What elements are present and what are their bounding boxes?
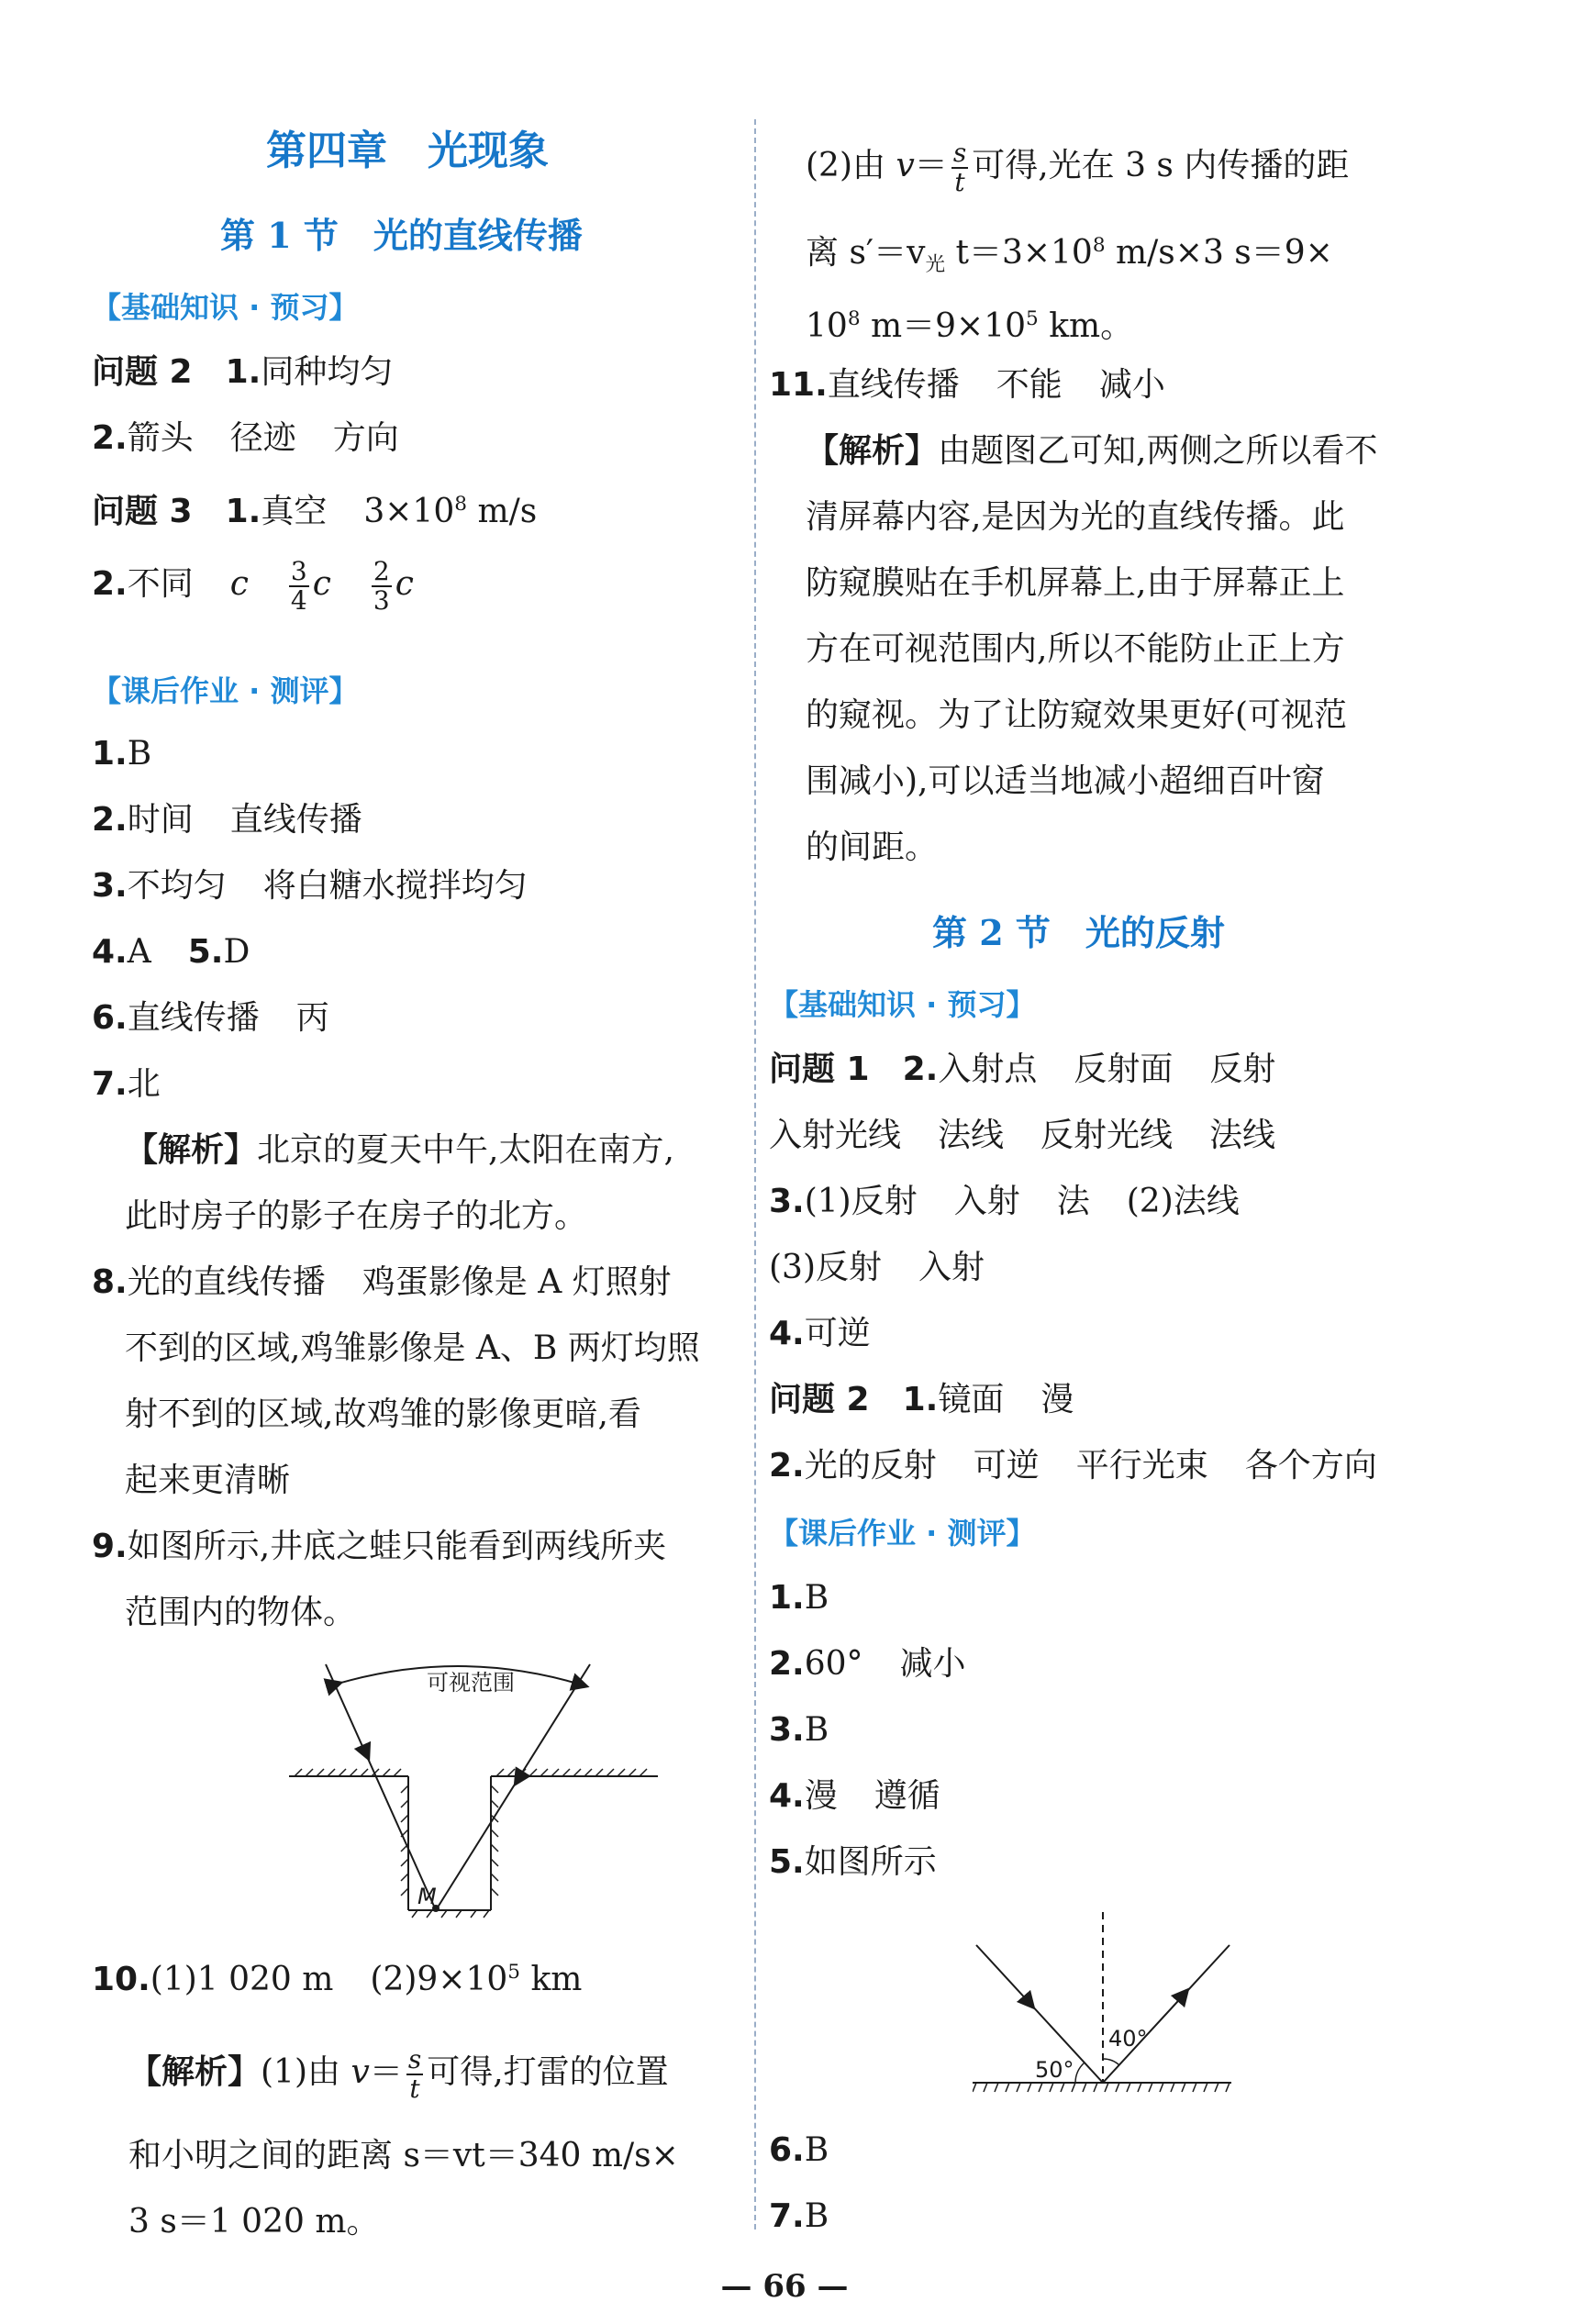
q2-line1: 问题 2 1.同种均匀 — [92, 353, 394, 391]
answer-9: 9.如图所示,井底之蛙只能看到两线所夹 — [92, 1528, 667, 1565]
s2-q2-line1: 问题 2 1.镜面 漫 — [769, 1381, 1074, 1418]
answer-8-line2: 不到的区域,鸡雏影像是 A、B 两灯均照 — [125, 1329, 700, 1367]
answer-10: 10.(1)1 020 m $(2)9\times 10^5$ km — [92, 1961, 583, 1998]
answer-10-analysis-6: $10^8$ $m=9\times 10^5$ km。 — [806, 307, 1134, 345]
s2-q1-line1: 问题 1 2.入射点 反射面 反射 — [769, 1051, 1276, 1088]
angle-50-label: 50° — [1035, 2057, 1074, 2083]
answer-8: 8.光的直线传播 鸡蛋影像是 A 灯照射 — [92, 1263, 672, 1301]
answer-10-analysis-4: (2)由 v＝ $\frac{s}{t}$ 可得,光在 3 s 内传播的距 — [806, 138, 1350, 197]
section-2-title: 第 2 节 光的反射 — [932, 912, 1225, 953]
answer-11-analysis-3: 防窥膜贴在手机屏幕上,由于屏幕正上 — [806, 564, 1345, 602]
well-frog-figure — [289, 1661, 674, 1927]
s2-answer-3: 3.B — [769, 1711, 829, 1749]
chapter-title: 第四章 光现象 — [266, 128, 549, 174]
answer-7: 7.北 — [92, 1065, 161, 1103]
answer-10-analysis-3: 3 s＝1 020 m。 — [128, 2203, 380, 2241]
s2-answer-6: 6.B — [769, 2131, 829, 2169]
answer-2: 2.时间 直线传播 — [92, 801, 362, 839]
point-m-label: M — [417, 1884, 437, 1909]
answer-1: 1.B — [92, 735, 152, 773]
answer-6: 6.直线传播 丙 — [92, 999, 329, 1037]
s2-answer-1: 1.B — [769, 1579, 829, 1617]
answer-8-line3: 射不到的区域,故鸡雏的影像更暗,看 — [125, 1396, 641, 1433]
answer-10-analysis-1: 【解析】(1)由 v＝ $\frac{s}{t}$ 可得,打雷的位置 — [128, 2044, 669, 2104]
answer-9-line2: 范围内的物体。 — [125, 1594, 357, 1631]
answer-3: 3.不均匀 将白糖水搅拌均匀 — [92, 867, 528, 905]
s2-q1-line2: 入射光线 法线 反射光线 法线 — [769, 1117, 1276, 1154]
answer-10-analysis-5: 离 $s'=v_光$ $t=3\times 10^8$ m/s×3 s＝9× — [806, 234, 1333, 277]
tag-basic-knowledge-2: 【基础知识 · 预习】 — [769, 987, 1036, 1022]
s2-answer-4: 4.漫 遵循 — [769, 1777, 940, 1815]
answer-11-analysis-6: 围减小),可以适当地减小超细百叶窗 — [806, 762, 1325, 800]
answer-11-analysis-4: 方在可视范围内,所以不能防止正上方 — [806, 630, 1345, 668]
s2-answer-5: 5.如图所示 — [769, 1843, 937, 1881]
s2-q1-line3: 3.(1)反射 入射 法 (2)法线 — [769, 1183, 1240, 1220]
s2-q1-line5: 4.可逆 — [769, 1315, 871, 1352]
page-number: — 66 — — [720, 2268, 849, 2305]
q3-line1: 问题 3 1.真空 $3\times 10^8$ m/s — [92, 493, 538, 530]
s2-q2-line2: 2.光的反射 可逆 平行光束 各个方向 — [769, 1447, 1377, 1484]
answer-8-line4: 起来更清晰 — [125, 1462, 291, 1499]
section-1-title: 第 1 节 光的直线传播 — [220, 215, 583, 256]
answer-4-5: 4.A 5.D — [92, 933, 250, 971]
tag-homework-2: 【课后作业 · 测评】 — [769, 1516, 1036, 1551]
s2-answer-7: 7.B — [769, 2197, 829, 2235]
answer-11: 11.直线传播 不能 减小 — [769, 366, 1165, 404]
answer-7-analysis-2: 此时房子的影子在房子的北方。 — [125, 1197, 588, 1235]
reflection-figure — [973, 1908, 1239, 2106]
answer-7-analysis-1: 【解析】北京的夏天中午,太阳在南方, — [125, 1131, 674, 1169]
answer-11-analysis-1: 【解析】由题图乙可知,两侧之所以看不 — [806, 432, 1378, 470]
q3-line2: 2.不同 c $\frac{3}{4}$ c $\frac{2}{3}$ c — [92, 556, 414, 616]
tag-basic-knowledge: 【基础知识 · 预习】 — [92, 290, 359, 325]
answer-11-analysis-7: 的间距。 — [806, 828, 939, 866]
answer-11-analysis-2: 清屏幕内容,是因为光的直线传播。此 — [806, 498, 1345, 536]
q2-line2: 2.箭头 径迹 方向 — [92, 419, 399, 457]
answer-11-analysis-5: 的窥视。为了让防窥效果更好(可视范 — [806, 696, 1348, 734]
answer-10-analysis-2: 和小明之间的距离 s＝vt＝340 m/s× — [128, 2137, 679, 2174]
s2-answer-2: 2.60° 减小 — [769, 1645, 966, 1683]
column-divider — [754, 119, 756, 2229]
s2-q1-line4: (3)反射 入射 — [769, 1249, 985, 1286]
viewing-range-label: 可视范围 — [427, 1670, 515, 1696]
tag-homework: 【课后作业 · 测评】 — [92, 673, 359, 708]
angle-40-label: 40° — [1108, 2026, 1148, 2052]
